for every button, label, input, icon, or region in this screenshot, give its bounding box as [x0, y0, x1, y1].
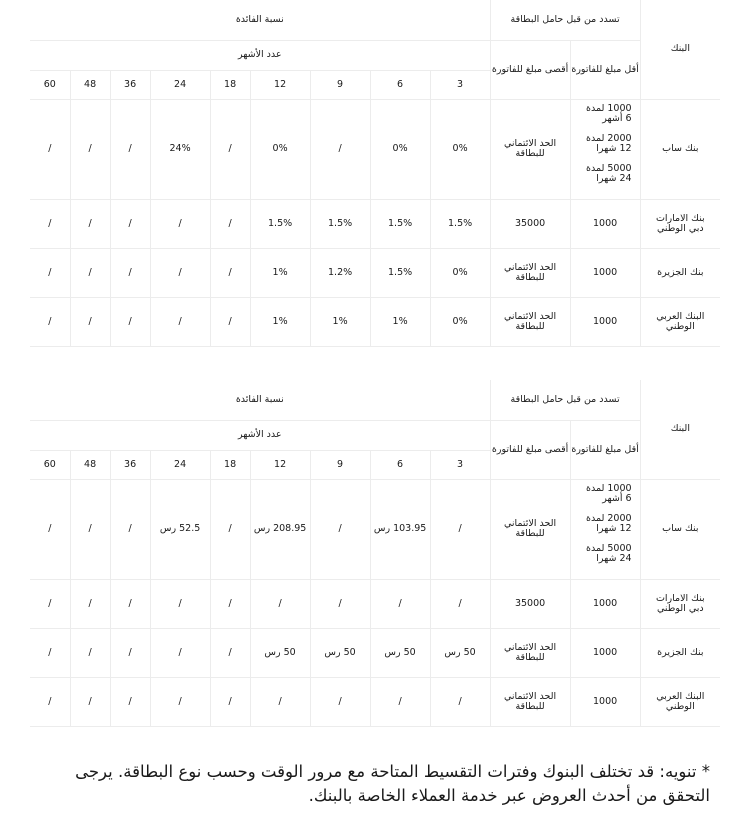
rate-cell: 50 رس: [310, 628, 370, 677]
rate-cell: /: [210, 579, 250, 628]
header-maximum-amount: أقصى مبلغ للفاتورة: [490, 420, 570, 479]
minimum-amount-cell: [570, 479, 640, 579]
rate-cell: 0%: [430, 248, 490, 297]
rate-cell: /: [210, 297, 250, 346]
minimum-amount-line: 1000 لمدة 6 أشهر: [586, 103, 632, 124]
rate-cell: /: [110, 99, 150, 199]
month-header: 24: [150, 450, 210, 479]
rate-cell: 1.5%: [370, 199, 430, 248]
bank-name: بنك الجزيرة: [640, 628, 720, 677]
rate-cell: 24%: [150, 99, 210, 199]
bank-name: بنك الامارات دبي الوطني: [640, 199, 720, 248]
header-bank: البنك: [640, 380, 720, 479]
rate-cell: /: [110, 628, 150, 677]
rate-cell: /: [70, 579, 110, 628]
header-months: عدد الأشهر: [30, 40, 490, 70]
header-minimum-amount: أقل مبلغ للفاتورة: [570, 40, 640, 99]
month-header: 6: [370, 450, 430, 479]
month-header: 18: [210, 450, 250, 479]
rate-cell: 1.5%: [430, 199, 490, 248]
rate-cell: 50 رس: [370, 628, 430, 677]
month-header: 3: [430, 450, 490, 479]
month-header: 12: [250, 450, 310, 479]
rate-cell: /: [30, 628, 70, 677]
minimum-amount-cell: 1000: [570, 677, 640, 726]
rate-cell: /: [110, 677, 150, 726]
rate-cell: 50 رس: [430, 628, 490, 677]
interest-rate-table: [30, 0, 720, 347]
rate-cell: 1%: [310, 297, 370, 346]
header-interest-rate: نسبة الفائدة: [30, 380, 490, 420]
maximum-amount-cell: الحد الائتماني للبطاقة: [490, 248, 570, 297]
rate-cell: /: [150, 628, 210, 677]
table-row: [30, 248, 720, 297]
minimum-amount-line: 2000 لمدة 12 شهرا: [586, 133, 632, 154]
rate-cell: 50 رس: [250, 628, 310, 677]
header-interest-rate: نسبة الفائدة: [30, 0, 490, 40]
rate-cell: /: [210, 248, 250, 297]
month-header: 9: [310, 70, 370, 99]
maximum-amount-cell: 35000: [490, 579, 570, 628]
maximum-amount-cell: الحد الائتماني للبطاقة: [490, 677, 570, 726]
maximum-amount-cell: الحد الائتماني للبطاقة: [490, 99, 570, 199]
rate-cell: /: [70, 628, 110, 677]
rate-cell: /: [30, 479, 70, 579]
rate-cell: /: [30, 677, 70, 726]
rate-cell: /: [70, 248, 110, 297]
rate-cell: /: [70, 297, 110, 346]
rate-cell: /: [30, 199, 70, 248]
header-minimum-amount: أقل مبلغ للفاتورة: [570, 420, 640, 479]
rate-cell: /: [30, 99, 70, 199]
month-header: 48: [70, 450, 110, 479]
rate-cell: /: [30, 248, 70, 297]
month-header: 60: [30, 450, 70, 479]
rate-cell: /: [150, 677, 210, 726]
rate-cell: 1.5%: [370, 248, 430, 297]
header-bank: البنك: [640, 0, 720, 99]
table-row: [30, 628, 720, 677]
rate-cell: 0%: [250, 99, 310, 199]
maximum-amount-cell: الحد الائتماني للبطاقة: [490, 479, 570, 579]
maximum-amount-cell: 35000: [490, 199, 570, 248]
rate-cell: 103.95 رس: [370, 479, 430, 579]
minimum-amount-cell: 1000: [570, 248, 640, 297]
rate-cell: /: [210, 628, 250, 677]
rate-cell: /: [150, 297, 210, 346]
rate-cell: 208.95 رس: [250, 479, 310, 579]
table-row: [30, 677, 720, 726]
rate-cell: /: [250, 579, 310, 628]
rate-cell: /: [70, 479, 110, 579]
rate-cell: /: [150, 579, 210, 628]
table-row: [30, 479, 720, 579]
rate-cell: 0%: [370, 99, 430, 199]
bank-name: البنك العربي الوطني: [640, 677, 720, 726]
rate-cell: /: [30, 297, 70, 346]
rate-cell: /: [150, 199, 210, 248]
rate-cell: 1.5%: [310, 199, 370, 248]
header-paid-by-cardholder: تسدد من قبل حامل البطاقة: [490, 380, 640, 420]
rate-cell: /: [110, 479, 150, 579]
minimum-amount-line: 5000 لمدة 24 شهرا: [586, 543, 632, 564]
table-row: [30, 297, 720, 346]
rate-cell: /: [210, 479, 250, 579]
bank-name: بنك الجزيرة: [640, 248, 720, 297]
rate-cell: 1.5%: [250, 199, 310, 248]
rate-cell: /: [370, 579, 430, 628]
bank-name: بنك ساب: [640, 99, 720, 199]
minimum-amount-line: 5000 لمدة 24 شهرا: [586, 163, 632, 184]
rate-cell: /: [150, 248, 210, 297]
table-row: [30, 99, 720, 199]
rate-cell: /: [70, 677, 110, 726]
maximum-amount-cell: الحد الائتماني للبطاقة: [490, 297, 570, 346]
bank-name: بنك الامارات دبي الوطني: [640, 579, 720, 628]
month-header: 36: [110, 450, 150, 479]
rate-cell: /: [70, 199, 110, 248]
rate-cell: 1%: [250, 297, 310, 346]
month-header: 9: [310, 450, 370, 479]
rate-cell: /: [250, 677, 310, 726]
rate-cell: /: [430, 677, 490, 726]
month-header: 60: [30, 70, 70, 99]
month-header: 6: [370, 70, 430, 99]
maximum-amount-cell: الحد الائتماني للبطاقة: [490, 628, 570, 677]
rate-cell: /: [210, 199, 250, 248]
installment-fee-table: [30, 380, 720, 727]
rate-cell: /: [310, 579, 370, 628]
rate-cell: 1%: [370, 297, 430, 346]
rate-cell: /: [310, 99, 370, 199]
rate-cell: /: [430, 579, 490, 628]
month-header: 24: [150, 70, 210, 99]
month-header: 3: [430, 70, 490, 99]
table-row: [30, 579, 720, 628]
header-paid-by-cardholder: تسدد من قبل حامل البطاقة: [490, 0, 640, 40]
rate-cell: 0%: [430, 99, 490, 199]
rate-cell: /: [310, 677, 370, 726]
rate-cell: 1%: [250, 248, 310, 297]
month-header: 18: [210, 70, 250, 99]
rate-cell: /: [210, 99, 250, 199]
rate-cell: /: [70, 99, 110, 199]
rate-cell: /: [110, 199, 150, 248]
rate-cell: 0%: [430, 297, 490, 346]
rate-cell: /: [110, 297, 150, 346]
minimum-amount-cell: [570, 99, 640, 199]
table-row: [30, 199, 720, 248]
rate-cell: /: [210, 677, 250, 726]
bank-name: بنك ساب: [640, 479, 720, 579]
minimum-amount-cell: 1000: [570, 628, 640, 677]
month-header: 36: [110, 70, 150, 99]
month-header: 48: [70, 70, 110, 99]
bank-name: البنك العربي الوطني: [640, 297, 720, 346]
header-months: عدد الأشهر: [30, 420, 490, 450]
minimum-amount-cell: 1000: [570, 199, 640, 248]
header-maximum-amount: أقصى مبلغ للفاتورة: [490, 40, 570, 99]
minimum-amount-line: 2000 لمدة 12 شهرا: [586, 513, 632, 534]
rate-cell: /: [110, 579, 150, 628]
rate-cell: /: [430, 479, 490, 579]
rate-cell: 52.5 رس: [150, 479, 210, 579]
rate-cell: /: [30, 579, 70, 628]
minimum-amount-cell: 1000: [570, 297, 640, 346]
minimum-amount-line: 1000 لمدة 6 أشهر: [586, 483, 632, 504]
rate-cell: 1.2%: [310, 248, 370, 297]
rate-cell: /: [110, 248, 150, 297]
disclaimer-note: * تنويه: قد تختلف البنوك وفترات التقسيط المتاحة مع مرور الوقت وحسب نوع البطاقة. يرجى التحقق من أحدث العروض عبر خدمة العملاء الخاصة بالبنك.: [75, 762, 710, 805]
rate-cell: /: [370, 677, 430, 726]
month-header: 12: [250, 70, 310, 99]
minimum-amount-cell: 1000: [570, 579, 640, 628]
rate-cell: /: [310, 479, 370, 579]
